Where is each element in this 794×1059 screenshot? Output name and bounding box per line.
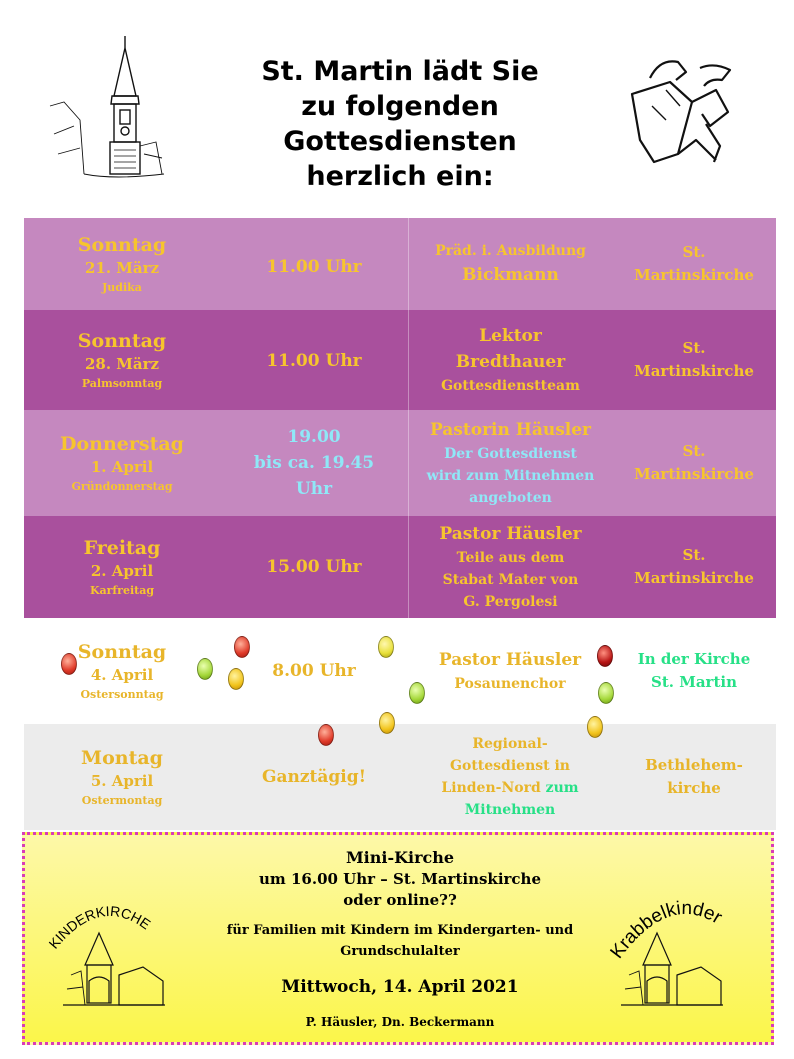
service-row xyxy=(24,516,776,618)
place-cell xyxy=(612,724,776,830)
officiant-line: Bickmann xyxy=(462,265,559,285)
st-martin-rider-icon xyxy=(630,50,745,170)
service-date: 21. März xyxy=(84,258,160,277)
service-occasion: Karfreitag xyxy=(89,583,155,597)
service-day: Sonntag xyxy=(77,233,167,256)
easter-egg-icon xyxy=(61,653,77,675)
service-occasion: Ostersonntag xyxy=(80,687,164,701)
place-line: St. xyxy=(682,339,706,357)
officiant-cell xyxy=(408,618,612,724)
easter-egg-icon xyxy=(598,682,614,704)
kk-audience-2: Grundschulalter xyxy=(340,944,460,959)
title-line-3: Gottesdiensten xyxy=(283,126,517,157)
date-cell xyxy=(24,310,220,410)
service-date: 28. März xyxy=(84,354,160,373)
date-cell xyxy=(24,218,220,310)
time-cell xyxy=(220,410,408,516)
officiant-cell xyxy=(408,218,612,310)
officiant-line: Pastor Häusler xyxy=(438,650,582,670)
officiant-line: angeboten xyxy=(469,490,552,506)
easter-egg-icon xyxy=(597,645,613,667)
place-line: St. xyxy=(682,243,706,261)
service-day: Freitag xyxy=(83,536,161,559)
place-line: Martinskirche xyxy=(634,266,754,284)
date-cell xyxy=(24,618,220,724)
place-cell xyxy=(612,218,776,310)
easter-egg-icon xyxy=(409,682,425,704)
time-cell xyxy=(220,310,408,410)
place-line: St. xyxy=(682,442,706,460)
officiant-line: G. Pergolesi xyxy=(463,594,558,610)
svg-text:KINDERKIRCHE: KINDERKIRCHE xyxy=(45,902,154,952)
place-line: Martinskirche xyxy=(634,362,754,380)
service-time: Uhr xyxy=(295,479,333,499)
service-date: 2. April xyxy=(90,561,154,580)
service-date: 1. April xyxy=(90,457,154,476)
easter-egg-icon xyxy=(587,716,603,738)
easter-egg-icon xyxy=(378,636,394,658)
kk-leaders: P. Häusler, Dn. Beckermann xyxy=(305,1015,495,1029)
officiant-line: Linden-Nord xyxy=(441,780,541,796)
service-row xyxy=(24,218,776,310)
officiant-line: zum xyxy=(545,780,579,796)
service-occasion: Ostermontag xyxy=(81,793,163,807)
place-cell xyxy=(612,310,776,410)
officiant-line: Präd. i. Ausbildung xyxy=(435,243,586,259)
place-line: St. xyxy=(682,546,706,564)
place-cell xyxy=(612,618,776,724)
easter-egg-icon xyxy=(228,668,244,690)
service-row xyxy=(24,410,776,516)
service-occasion: Judika xyxy=(102,280,142,294)
officiant-line: Der Gottesdienst xyxy=(444,446,577,462)
time-cell xyxy=(220,516,408,618)
service-date: 4. April xyxy=(90,665,154,684)
service-day: Sonntag xyxy=(77,329,167,352)
title-line-2: zu folgenden xyxy=(301,91,499,122)
easter-egg-icon xyxy=(318,724,334,746)
place-line: Martinskirche xyxy=(634,465,754,483)
service-time: Ganztägig! xyxy=(261,767,367,787)
small-church-sketch-icon xyxy=(59,931,169,1011)
officiant-line: Pastorin Häusler xyxy=(429,420,592,440)
place-cell xyxy=(612,516,776,618)
title-line-4: herzlich ein: xyxy=(306,161,494,192)
kk-date: Mittwoch, 14. April 2021 xyxy=(281,977,519,997)
service-occasion: Palmsonntag xyxy=(81,376,163,390)
service-row xyxy=(24,618,776,724)
officiant-line: Bredthauer xyxy=(455,352,566,372)
service-time: 11.00 Uhr xyxy=(266,257,362,277)
kk-audience-1: für Familien mit Kindern im Kindergarten- und xyxy=(226,923,574,938)
officiant-line: Stabat Mater von xyxy=(442,572,579,588)
easter-egg-icon xyxy=(234,636,250,658)
place-cell xyxy=(612,410,776,516)
officiant-cell xyxy=(408,724,612,830)
place-line: kirche xyxy=(667,779,721,797)
time-cell xyxy=(220,724,408,830)
service-time: 15.00 Uhr xyxy=(266,557,362,577)
officiant-cell xyxy=(408,410,612,516)
service-date: 5. April xyxy=(90,771,154,790)
easter-egg-icon xyxy=(197,658,213,680)
kk-title: Mini-Kirche xyxy=(345,848,455,867)
officiant-line: Posaunenchor xyxy=(454,676,566,692)
svg-text:Krabbelkinder: Krabbelkinder xyxy=(606,897,726,963)
time-cell xyxy=(220,618,408,724)
officiant-line: Teile aus dem xyxy=(456,550,565,566)
officiant-cell xyxy=(408,516,612,618)
date-cell xyxy=(24,724,220,830)
place-line: Martinskirche xyxy=(634,569,754,587)
time-cell xyxy=(220,218,408,310)
service-occasion: Gründonnerstag xyxy=(71,479,173,493)
officiant-line: wird zum Mitnehmen xyxy=(426,468,595,484)
service-day: Donnerstag xyxy=(60,432,184,455)
kk-line-1: um 16.00 Uhr – St. Martinskirche xyxy=(258,870,541,888)
service-row xyxy=(24,310,776,410)
service-row xyxy=(24,724,776,830)
officiant-cell xyxy=(408,310,612,410)
service-time: bis ca. 19.45 xyxy=(253,453,375,473)
church-tower-sketch-icon xyxy=(44,34,168,184)
place-line: In der Kirche xyxy=(637,650,751,668)
kk-line-2: oder online?? xyxy=(343,891,457,909)
officiant-line: Gottesdienstteam xyxy=(441,378,580,394)
service-time: 11.00 Uhr xyxy=(266,351,362,371)
title-line-1: St. Martin lädt Sie xyxy=(261,56,539,87)
officiant-line: Gottesdienst in xyxy=(450,758,570,774)
officiant-line: Lektor xyxy=(479,326,542,346)
officiant-line: Regional- xyxy=(472,736,548,752)
officiant-line: Pastor Häusler xyxy=(439,524,582,544)
service-time: 8.00 Uhr xyxy=(272,661,356,681)
place-line: St. Martin xyxy=(651,673,737,691)
service-day: Sonntag xyxy=(77,640,167,663)
date-cell xyxy=(24,516,220,618)
kinderkirche-box xyxy=(22,832,774,1045)
date-cell xyxy=(24,410,220,516)
place-line: Bethlehem- xyxy=(645,756,743,774)
easter-egg-icon xyxy=(379,712,395,734)
service-day: Montag xyxy=(81,746,163,769)
service-time: 19.00 xyxy=(287,427,341,447)
page-title xyxy=(200,54,600,194)
small-church-sketch-icon xyxy=(617,931,727,1011)
officiant-line: Mitnehmen xyxy=(464,802,556,818)
